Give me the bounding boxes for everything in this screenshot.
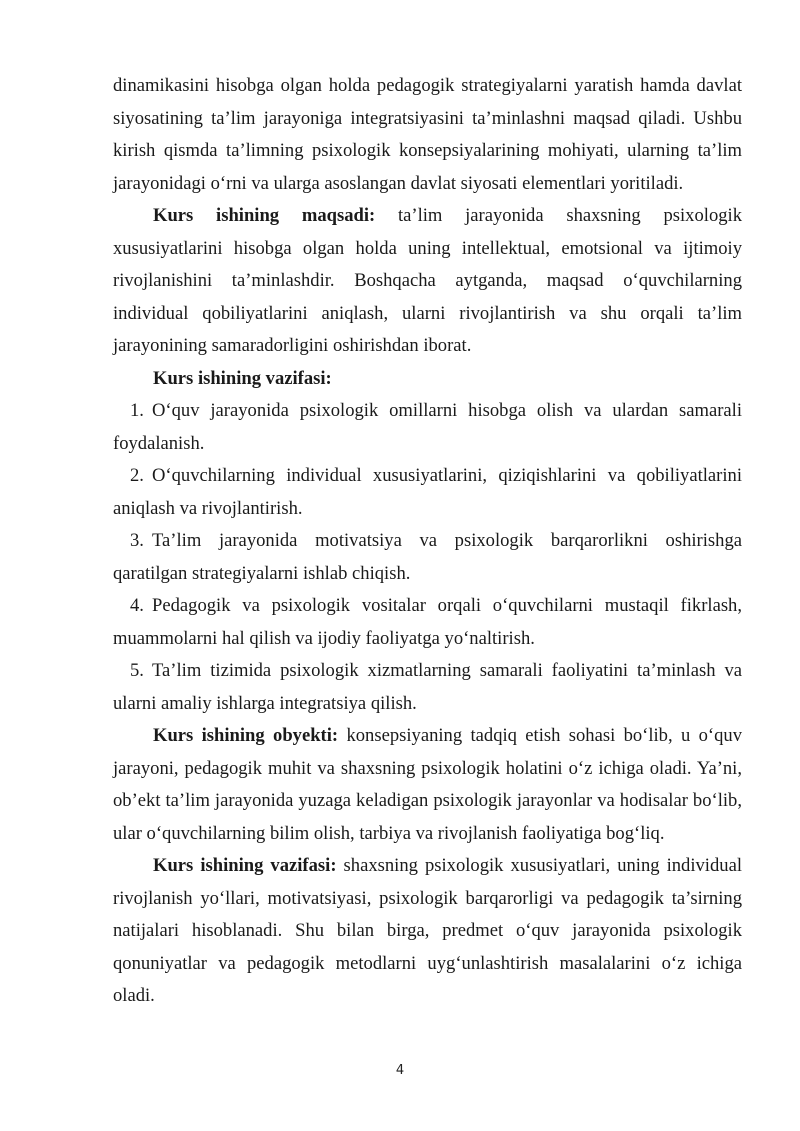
object-paragraph xyxy=(113,720,742,850)
list-item-text: Pedagogik va psixologik vositalar orqali o‘quvchilarni mustaqil fikrlash, muammolarni hal qilish va ijodiy faoliyatga yo‘naltirish. xyxy=(113,595,742,649)
page-number: 4 xyxy=(395,1063,405,1078)
intro-paragraph: dinamikasini hisobga olgan holda pedagogik strategiyalarni yaratish hamda davlat siyosatining ta’lim jarayoniga integratsiyasini ta’minlashni maqsad qiladi. Ushbu kirish qismda ta’limning psixologik konsepsiyalarining mohiyati, ularning ta’lim jarayonidagi o‘rni va ularga asoslangan davlat siyosati elementlari yoritiladi. xyxy=(113,75,742,194)
subject-label: Kurs ishining vazifasi: xyxy=(153,855,337,876)
subject-paragraph xyxy=(113,850,742,1013)
list-item xyxy=(113,460,742,525)
subject-text: shaxsning psixologik xususiyatlari, uning individual rivojlanish yo‘llari, motivatsiyasi, psixologik barqarorligi va pedagogik ta’sirning natijalari hisoblanadi. Shu bilan birga, predmet o‘quv jarayonida psixologik qonuniyatlar va pedagogik metodlarni uyg‘unlashtirish masalalarini o‘z ichiga oladi. xyxy=(113,855,742,1006)
list-item-text: Ta’lim tizimida psixologik xizmatlarning samarali faoliyatini ta’minlash va ularni amaliy ishlarga integratsiya qilish. xyxy=(113,660,742,714)
list-item xyxy=(113,655,742,720)
list-item xyxy=(113,590,742,655)
list-item-number: 2. xyxy=(130,465,144,486)
list-item xyxy=(113,525,742,590)
list-item-text: O‘quv jarayonida psixologik omillarni hisobga olish va ulardan samarali foydalanish. xyxy=(113,400,742,454)
goal-text: ta’lim jarayonida shaxsning psixologik xususiyatlarini hisobga olgan holda uning intellektual, emotsional va ijtimoiy rivojlanishini ta’minlashdir. Boshqacha aytganda, maqsad o‘quvchilarning individual qobiliyatlarini aniqlash, ularni rivojlantirish va shu orqali ta’lim jarayonining samaradorligini oshirishdan iborat. xyxy=(113,205,742,356)
tasks-heading: Kurs ishining vazifasi: xyxy=(153,367,332,389)
list-item-number: 5. xyxy=(130,660,144,681)
list-item-number: 3. xyxy=(130,530,144,551)
list-item-number: 4. xyxy=(130,595,144,616)
object-text: konsepsiyaning tadqiq etish sohasi bo‘lib, u o‘quv jarayoni, pedagogik muhit va shaxsning psixologik holatini o‘z ichiga oladi. Ya’ni, ob’ekt ta’lim jarayonida yuzaga keladigan psixologik jarayonlar va hodisalar bo‘lib, ular o‘quvchilarning bilim olish, tarbiya va rivojlanish faoliyatiga bog‘liq. xyxy=(113,725,742,844)
goal-label: Kurs ishining maqsadi: xyxy=(153,205,376,226)
list-item xyxy=(113,395,742,460)
object-label: Kurs ishining obyekti: xyxy=(153,725,339,746)
tasks-list xyxy=(113,395,742,720)
list-item-number: 1. xyxy=(130,400,144,421)
goal-paragraph xyxy=(113,200,742,363)
list-item-text: Ta’lim jarayonida motivatsiya va psixologik barqarorlikni oshirishga qaratilgan strategiyalarni ishlab chiqish. xyxy=(113,530,742,584)
list-item-text: O‘quvchilarning individual xususiyatlarini, qiziqishlarini va qobiliyatlarini aniqlash va rivojlantirish. xyxy=(113,465,742,519)
page-body xyxy=(113,70,742,1013)
